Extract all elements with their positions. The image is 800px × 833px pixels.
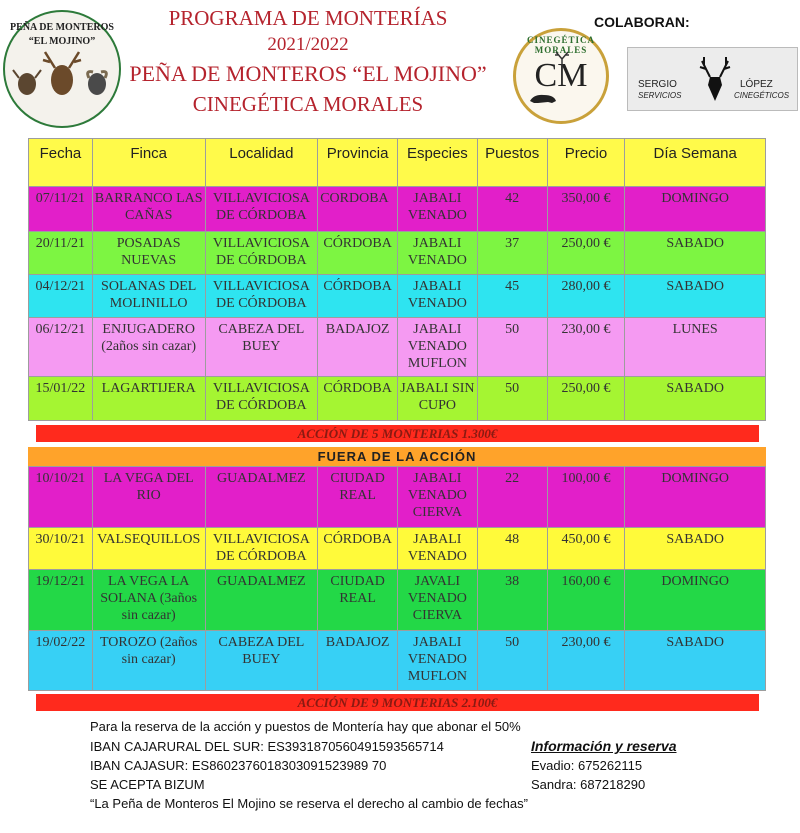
stag-icon xyxy=(552,49,572,69)
table-row xyxy=(28,570,766,631)
dia-cell: SABADO xyxy=(666,279,724,294)
precio-cell: 230,00 € xyxy=(548,631,626,690)
table-row xyxy=(28,187,766,232)
especies-cell: JAVALI VENADO CIERVA xyxy=(398,570,478,630)
provincia-cell: CIUDAD REAL xyxy=(318,467,398,527)
deer-head-icon xyxy=(698,51,732,107)
localidad-cell: VILLAVICIOSA DE CÓRDOBA xyxy=(206,528,319,569)
column-header: Localidad xyxy=(206,139,319,186)
date-cell: 19/02/22 xyxy=(29,631,93,690)
column-header: Fecha xyxy=(29,139,93,186)
logo-mid-monogram: CM xyxy=(534,57,588,94)
puestos-cell: 50 xyxy=(478,377,548,420)
puestos-cell: 22 xyxy=(478,467,548,527)
table-row xyxy=(28,232,766,275)
localidad-cell: VILLAVICIOSA DE CÓRDOBA xyxy=(206,275,319,317)
provincia-cell: CÓRDOBA xyxy=(318,377,398,420)
especies-cell: JABALI VENADO xyxy=(398,275,478,317)
date-cell: 15/01/22 xyxy=(29,377,93,420)
finca-cell: LAGARTIJERA xyxy=(93,377,206,420)
precio-cell: 250,00 € xyxy=(548,232,626,274)
season-title: 2021/2022 xyxy=(267,34,349,55)
finca-cell: TOROZO (2años sin cazar) xyxy=(93,631,206,690)
program-title: PROGRAMA DE MONTERÍAS xyxy=(168,6,448,30)
provincia-cell: BADAJOZ xyxy=(318,318,398,376)
action-5-banner: ACCIÓN DE 5 MONTERIAS 1.300€ xyxy=(36,425,759,442)
finca-cell: BARRANCO LAS CAÑAS xyxy=(93,187,206,231)
localidad-cell: GUADALMEZ xyxy=(206,570,319,630)
localidad-cell: CABEZA DEL BUEY xyxy=(206,631,319,690)
logo-left-line1: PEÑA DE MONTEROS xyxy=(10,22,114,33)
provincia-cell: BADAJOZ xyxy=(318,631,398,690)
finca-cell: POSADAS NUEVAS xyxy=(93,232,206,274)
column-header: Finca xyxy=(93,139,206,186)
finca-cell: LA VEGA LA SOLANA (3años sin cazar) xyxy=(93,570,206,630)
dia-cell: SABADO xyxy=(666,635,724,650)
date-cell: 06/12/21 xyxy=(29,318,93,376)
dia-cell: DOMINGO xyxy=(661,191,729,206)
precio-cell: 280,00 € xyxy=(548,275,626,317)
puestos-cell: 38 xyxy=(478,570,548,630)
column-header: Provincia xyxy=(318,139,398,186)
provincia-cell: CIUDAD REAL xyxy=(318,570,398,630)
date-cell: 07/11/21 xyxy=(29,187,93,231)
iban-cajasur: IBAN CAJASUR: ES8602376018303091523989 70 xyxy=(90,758,387,773)
dia-cell: SABADO xyxy=(666,532,724,547)
fuera-accion-header: FUERA DE LA ACCIÓN xyxy=(28,447,766,466)
date-cell: 04/12/21 xyxy=(29,275,93,317)
reservation-note: Para la reserva de la acción y puestos de Montería hay que abonar el 50% xyxy=(90,719,521,734)
table-row xyxy=(28,528,766,570)
date-cell: 10/10/21 xyxy=(29,467,93,527)
especies-cell: JABALI VENADO MUFLON xyxy=(398,318,478,376)
contact-evadio: Evadio: 675262115 xyxy=(531,758,643,773)
dia-cell: SABADO xyxy=(666,381,724,396)
puestos-cell: 48 xyxy=(478,528,548,569)
especies-cell: JABALI VENADO xyxy=(398,187,478,231)
pena-mojino-logo xyxy=(3,10,121,128)
boar-icon xyxy=(528,93,558,105)
dia-cell: LUNES xyxy=(672,322,718,337)
table-row xyxy=(28,275,766,318)
finca-cell: LA VEGA DEL RIO xyxy=(93,467,206,527)
dia-cell: SABADO xyxy=(666,236,724,251)
table-row xyxy=(28,318,766,377)
localidad-cell: VILLAVICIOSA DE CÓRDOBA xyxy=(206,187,319,231)
especies-cell: JABALI VENADO CIERVA xyxy=(398,467,478,527)
column-header: Puestos xyxy=(478,139,548,186)
column-header: Día Semana xyxy=(653,145,737,162)
logo-right-name2: LÓPEZ xyxy=(740,79,773,90)
table-header xyxy=(28,138,766,187)
column-header: Precio xyxy=(548,139,626,186)
finca-cell: VALSEQUILLOS xyxy=(93,528,206,569)
bizum-note: SE ACEPTA BIZUM xyxy=(90,777,205,792)
provincia-cell: CÓRDOBA xyxy=(318,232,398,274)
precio-cell: 230,00 € xyxy=(548,318,626,376)
puestos-cell: 50 xyxy=(478,631,548,690)
cinegetica-title: CINEGÉTICA MORALES xyxy=(192,92,424,116)
precio-cell: 160,00 € xyxy=(548,570,626,630)
cinegetica-morales-logo xyxy=(513,28,609,124)
puestos-cell: 37 xyxy=(478,232,548,274)
table-row xyxy=(28,631,766,691)
provincia-cell: CÓRDOBA xyxy=(318,275,398,317)
finca-cell: ENJUGADERO (2años sin cazar) xyxy=(93,318,206,376)
date-cell: 20/11/21 xyxy=(29,232,93,274)
animal-heads-icon xyxy=(5,48,119,108)
especies-cell: JABALI SIN CUPO xyxy=(398,377,478,420)
disclaimer: “La Peña de Monteros El Mojino se reserva el derecho al cambio de fechas” xyxy=(90,796,528,811)
column-header: Especies xyxy=(398,139,478,186)
puestos-cell: 50 xyxy=(478,318,548,376)
contact-sandra: Sandra: 687218290 xyxy=(531,777,646,792)
colaboran-label: COLABORAN: xyxy=(594,14,690,30)
date-cell: 30/10/21 xyxy=(29,528,93,569)
dia-cell: DOMINGO xyxy=(661,471,730,486)
info-reserva-title: Información y reserva xyxy=(531,738,677,754)
logo-right-name1: SERGIO xyxy=(638,79,677,90)
iban-cajarural: IBAN CAJARURAL DEL SUR: ES3931870560491593565714 xyxy=(90,739,444,754)
especies-cell: JABALI VENADO MUFLON xyxy=(398,631,478,690)
dia-cell: DOMINGO xyxy=(661,574,730,589)
table-row xyxy=(28,377,766,421)
logo-mid-ring-text: CINEGÉTICA MORALES xyxy=(526,35,595,55)
finca-cell: SOLANAS DEL MOLINILLO xyxy=(93,275,206,317)
logo-left-line2: “EL MOJINO” xyxy=(28,36,96,47)
especies-cell: JABALI VENADO xyxy=(398,528,478,569)
sergio-lopez-logo xyxy=(627,47,798,111)
logo-right-sub1: SERVICIOS xyxy=(638,91,682,100)
date-cell: 19/12/21 xyxy=(29,570,93,630)
localidad-cell: VILLAVICIOSA DE CÓRDOBA xyxy=(206,377,319,420)
precio-cell: 350,00 € xyxy=(548,187,626,231)
precio-cell: 250,00 € xyxy=(548,377,626,420)
action-9-banner: ACCIÓN DE 9 MONTERIAS 2.100€ xyxy=(36,694,759,711)
precio-cell: 450,00 € xyxy=(548,528,626,569)
puestos-cell: 45 xyxy=(478,275,548,317)
logo-right-sub2: CINEGÉTICOS xyxy=(734,91,790,100)
provincia-cell: CORDOBA xyxy=(318,187,398,231)
pena-title: PEÑA DE MONTEROS “EL MOJINO” xyxy=(129,61,487,86)
table-row xyxy=(28,466,766,528)
localidad-cell: GUADALMEZ xyxy=(206,467,319,527)
especies-cell: JABALI VENADO xyxy=(398,232,478,274)
puestos-cell: 42 xyxy=(478,187,548,231)
provincia-cell: CÓRDOBA xyxy=(318,528,398,569)
localidad-cell: CABEZA DEL BUEY xyxy=(206,318,319,376)
localidad-cell: VILLAVICIOSA DE CÓRDOBA xyxy=(206,232,319,274)
precio-cell: 100,00 € xyxy=(548,467,626,527)
